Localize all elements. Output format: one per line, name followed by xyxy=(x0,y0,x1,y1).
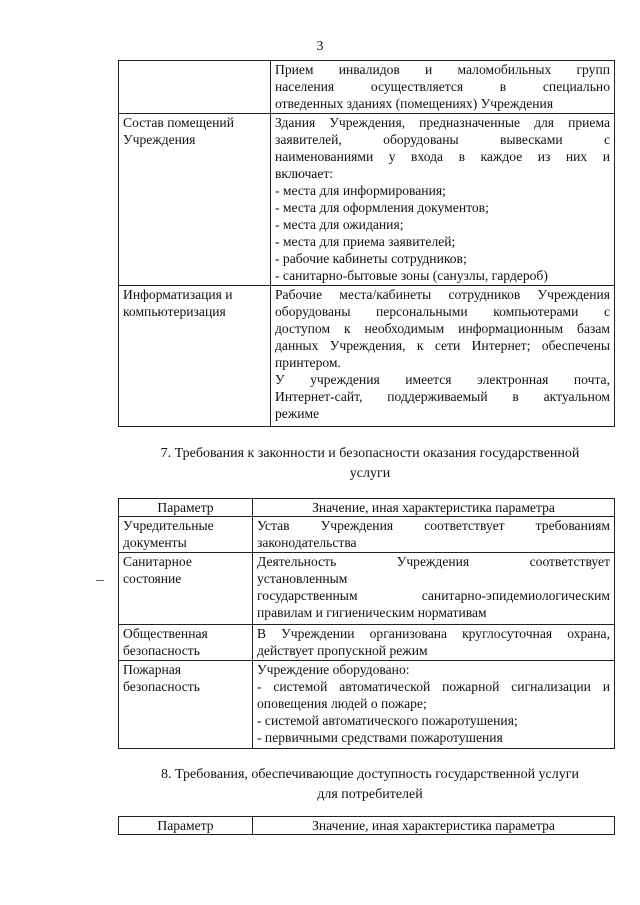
page-number: 3 xyxy=(316,39,324,54)
value-cell: Прием инвалидов и маломобильных групп населения осуществляется в специально отведенных зданиях (помещениях) Учреждения xyxy=(271,61,615,114)
param-cell: Санитарное состояние xyxy=(119,553,253,625)
table-row xyxy=(119,286,615,427)
table-row xyxy=(119,114,615,286)
param-cell: Информатизация и компьютеризация xyxy=(119,286,271,427)
table-facilities xyxy=(118,60,615,427)
section-7-heading: 7. Требования к законности и безопасности оказания государственной услуги xyxy=(160,446,580,481)
value-cell: Здания Учреждения, предназначенные для приема заявителей, оборудованы вывесками с наименованиями у входа в каждое из них и включает: - места для информирования; - места для оформления документов; - места для ожидания; - места для приема заявителей; - рабочие кабинеты сотрудников; - санитарно-бытовые зоны (санузлы, гардероб) xyxy=(271,114,615,286)
value-cell: Устав Учреждения соответствует требованиям законодательства xyxy=(253,517,615,553)
param-cell: Состав помещений Учреждения xyxy=(119,114,271,286)
margin-mark xyxy=(96,580,104,581)
table-legality-safety xyxy=(118,498,615,749)
table-header-row xyxy=(119,499,615,517)
param-cell: Пожарная безопасность xyxy=(119,661,253,749)
header-value: Значение, иная характеристика параметра xyxy=(253,499,615,517)
header-param: Параметр xyxy=(119,499,253,517)
table-header-row xyxy=(119,817,615,835)
value-cell: В Учреждении организована круглосуточная охрана, действует пропускной режим xyxy=(253,625,615,661)
table-row xyxy=(119,61,615,114)
value-cell: Учреждение оборудовано: - системой автоматической пожарной сигнализации и оповещения людей о пожаре; - системой автоматического пожаротушения; - первичными средствами пожаротушения xyxy=(253,661,615,749)
param-cell xyxy=(119,61,271,114)
value-cell: Рабочие места/кабинеты сотрудников Учреждения оборудованы персональными компьютерами с доступом к необходимым информационным базам данных Учреждения, к сети Интернет; обеспечены принтером. У учреждения имеется электронная почта, Интернет-сайт, поддерживаемый в актуальном режиме xyxy=(271,286,615,427)
param-cell: Учредительные документы xyxy=(119,517,253,553)
table-accessibility xyxy=(118,816,615,835)
value-cell: Деятельность Учреждения соответствует установленным государственным санитарно-эпидемиологическим правилам и гигиеническим нормативам xyxy=(253,553,615,625)
header-param: Параметр xyxy=(119,817,253,835)
section-8-heading: 8. Требования, обеспечивающие доступность государственной услуги для потребителей xyxy=(161,767,579,802)
table-row xyxy=(119,517,615,553)
table-row xyxy=(119,553,615,625)
param-cell: Общественная безопасность xyxy=(119,625,253,661)
header-value: Значение, иная характеристика параметра xyxy=(253,817,615,835)
table-row xyxy=(119,661,615,749)
table-row xyxy=(119,625,615,661)
